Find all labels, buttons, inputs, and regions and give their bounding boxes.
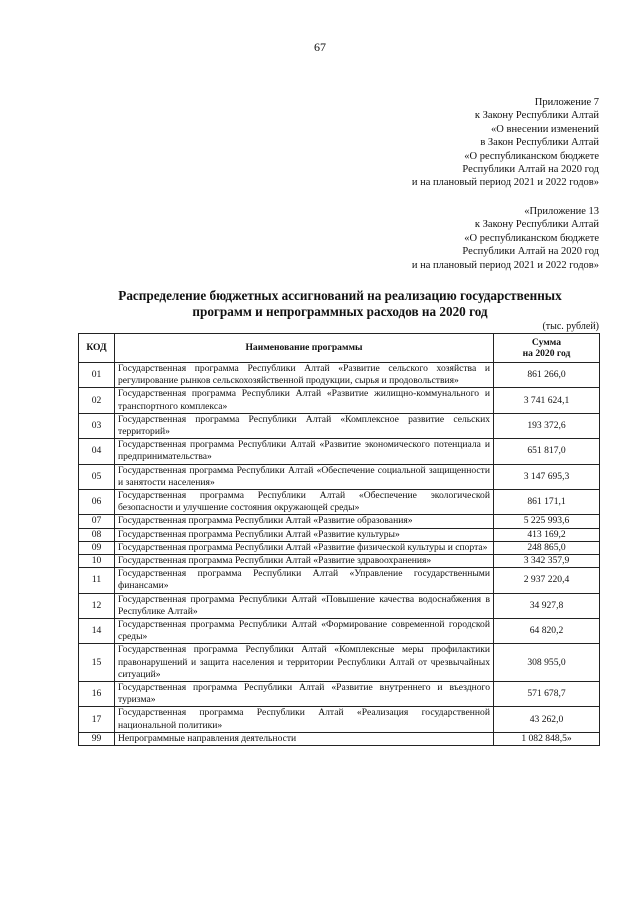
row-code: 03 [79,413,115,438]
row-program-name: Государственная программа Республики Алтай «Развитие образования» [115,515,494,528]
table-row [79,541,600,554]
row-code: 07 [79,515,115,528]
row-code: 06 [79,490,115,515]
row-program-name: Непрограммные направления деятельности [115,732,494,745]
row-sum: 64 820,2 [494,619,600,644]
title-line: программ и непрограммных расходов на 2020 год [192,304,488,319]
table-header-row [79,334,600,363]
row-code: 10 [79,555,115,568]
row-program-name: Государственная программа Республики Алтай «Развитие экономического потенциала и предпринимательства» [115,439,494,464]
table-row [79,568,600,593]
annex-13-header [412,205,599,272]
budget-table [78,333,600,746]
row-program-name: Государственная программа Республики Алтай «Развитие внутреннего и въездного туризма» [115,682,494,707]
row-code: 09 [79,541,115,554]
row-program-name: Государственная программа Республики Алтай «Развитие сельского хозяйства и регулирование рынков сельскохозяйственной продукции, сырья и продовольствия» [115,363,494,388]
table-row [79,413,600,438]
annex-line: Приложение 7 [534,97,599,108]
row-sum: 248 865,0 [494,541,600,554]
annex-line: «О республиканском бюджете [464,232,599,244]
row-code: 17 [79,707,115,732]
row-sum: 651 817,0 [494,439,600,464]
table-row [79,363,600,388]
row-program-name: Государственная программа Республики Алтай «Обеспечение социальной защищенности и занятости населения» [115,464,494,489]
row-code: 05 [79,464,115,489]
row-code: 08 [79,528,115,541]
row-sum: 308 955,0 [494,644,600,682]
annex-line: и на плановый период 2021 и 2022 годов» [411,259,599,271]
annex-line: «О внесении изменений [491,123,599,135]
document-title [60,288,620,320]
row-sum: 3 147 695,3 [494,464,600,489]
row-sum: 3 741 624,1 [494,388,600,413]
header-sum [494,334,600,363]
row-program-name: Государственная программа Республики Алтай «Реализация государственной национальной политики» [115,707,494,732]
header-sum-line1: Сумма [531,336,562,348]
row-program-name: Государственная программа Республики Алтай «Развитие жилищно-коммунального и транспортного комплекса» [115,388,494,413]
table-row [79,388,600,413]
annex-line: Республики Алтай на 2020 год [462,164,599,176]
row-code: 11 [79,568,115,593]
row-sum: 1 082 848,5» [494,732,600,745]
row-sum: 5 225 993,6 [494,515,600,528]
annex-line: к Закону Республики Алтай [474,110,599,122]
table-row [79,707,600,732]
row-program-name: Государственная программа Республики Алтай «Развитие культуры» [115,528,494,541]
annex-7-header [412,96,599,190]
table-row [79,732,600,745]
annex-line: Республики Алтай на 2020 год [462,246,599,258]
title-line: Распределение бюджетных ассигнований на реализацию государственных [118,288,562,303]
row-code: 04 [79,439,115,464]
row-code: 15 [79,644,115,682]
row-program-name: Государственная программа Республики Алтай «Развитие здравоохранения» [115,555,494,568]
row-sum: 193 372,6 [494,413,600,438]
annex-line: «Приложение 13 [524,206,599,217]
row-sum: 43 262,0 [494,707,600,732]
row-code: 99 [79,732,115,745]
row-sum: 861 266,0 [494,363,600,388]
annex-line: к Закону Республики Алтай [474,219,599,231]
row-sum: 3 342 357,9 [494,555,600,568]
header-sum-line2: на 2020 год [522,348,571,359]
units-note: (тыс. рублей) [542,321,599,332]
row-sum: 34 927,8 [494,593,600,618]
table-row [79,439,600,464]
table-row [79,644,600,682]
annex-line: и на плановый период 2021 и 2022 годов» [411,177,599,189]
annex-line: в Закон Республики Алтай [480,137,599,149]
row-program-name: Государственная программа Республики Алтай «Управление государственными финансами» [115,568,494,593]
table-row [79,619,600,644]
table-row [79,528,600,541]
row-program-name: Государственная программа Республики Алтай «Повышение качества водоснабжения в Республике Алтай» [115,593,494,618]
header-name: Наименование программы [115,334,494,363]
table-body [79,363,600,746]
row-code: 01 [79,363,115,388]
table-row [79,593,600,618]
table-row [79,682,600,707]
row-sum: 413 169,2 [494,528,600,541]
row-program-name: Государственная программа Республики Алтай «Формирование современной городской среды» [115,619,494,644]
row-program-name: Государственная программа Республики Алтай «Обеспечение экологической безопасности и улучшение состояния окружающей среды» [115,490,494,515]
annex-line: «О республиканском бюджете [464,150,599,162]
row-program-name: Государственная программа Республики Алтай «Развитие физической культуры и спорта» [115,541,494,554]
row-sum: 2 937 220,4 [494,568,600,593]
row-code: 12 [79,593,115,618]
row-sum: 861 171,1 [494,490,600,515]
row-program-name: Государственная программа Республики Алтай «Комплексные меры профилактики правонарушений и защита населения и территории Республики Алтай от чрезвычайных ситуаций» [115,644,494,682]
row-code: 02 [79,388,115,413]
table-row [79,515,600,528]
header-code: КОД [79,334,115,363]
row-code: 16 [79,682,115,707]
row-sum: 571 678,7 [494,682,600,707]
page-number: 67 [314,40,326,54]
table-row [79,490,600,515]
row-program-name: Государственная программа Республики Алтай «Комплексное развитие сельских территорий» [115,413,494,438]
table-row [79,555,600,568]
row-code: 14 [79,619,115,644]
table-row [79,464,600,489]
